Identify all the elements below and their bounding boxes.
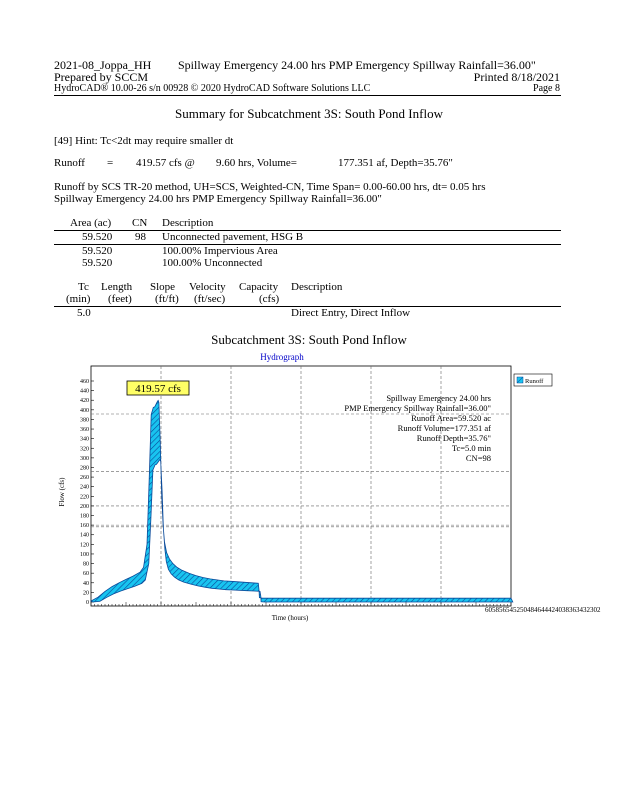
runoff-peak-value: 419.57 cfs @ [136, 157, 195, 169]
x-axis-label: Time (hours) [271, 614, 309, 622]
cn-header: CN [132, 217, 148, 229]
description-cell: 100.00% Unconnected [162, 257, 263, 269]
tc-unit: (min) [66, 293, 91, 305]
length-header: Length [101, 281, 133, 293]
annotation-area: Runoff Area=59.520 ac [411, 413, 491, 423]
velocity-unit: (ft/sec) [194, 293, 226, 305]
tc-cell: 5.0 [77, 307, 91, 319]
chart-annotations [344, 393, 491, 463]
y-tick-label: 160 [80, 523, 89, 530]
area-cell: 59.520 [82, 257, 113, 269]
runoff-equals: = [107, 157, 114, 169]
tc-description-header: Description [291, 281, 343, 293]
y-tick-label: 40 [83, 580, 89, 587]
y-tick-label: 260 [80, 475, 89, 482]
y-tick-label: 240 [80, 484, 89, 491]
software-line: HydroCAD® 10.00-26 s/n 00928 © 2020 HydroCAD Software Solutions LLC [54, 83, 371, 94]
y-tick-label: 0 [86, 600, 89, 606]
description-header: Description [162, 217, 214, 229]
annotation-storm: Spillway Emergency 24.00 hrs [386, 393, 491, 403]
legend-runoff: Runoff [525, 378, 544, 385]
area-cell: 59.520 [82, 245, 113, 257]
y-tick-label: 140 [80, 532, 89, 539]
chart-title: Subcatchment 3S: South Pond Inflow [211, 332, 407, 347]
y-axis [80, 379, 94, 606]
description-cell: 100.00% Impervious Area [162, 245, 278, 257]
y-tick-label: 100 [80, 551, 89, 558]
runoff-label: Runoff [54, 157, 85, 169]
annotation-rainfall: PMP Emergency Spillway Rainfall=36.00" [344, 403, 491, 413]
hydrograph-label: Hydrograph [260, 352, 304, 362]
length-unit: (feet) [108, 293, 132, 305]
x-axis-ticks [95, 602, 508, 606]
legend-swatch [517, 377, 523, 383]
y-tick-label: 320 [80, 446, 89, 453]
hint-line: [49] Hint: Tc<2dt may require smaller dt [54, 135, 234, 147]
area-cell: 59.520 [82, 231, 113, 243]
y-tick-label: 360 [80, 427, 89, 434]
x-tick-labels: 605856545250484644424038363432302 [485, 606, 601, 614]
page-number: Page 8 [533, 83, 560, 94]
capacity-unit: (cfs) [259, 293, 280, 305]
y-tick-label: 340 [80, 436, 89, 443]
annotation-tc: Tc=5.0 min [451, 443, 491, 453]
annotation-depth: Runoff Depth=35.76" [416, 433, 491, 443]
capacity-header: Capacity [239, 281, 279, 293]
y-tick-label: 180 [80, 513, 89, 520]
y-tick-label: 380 [80, 417, 89, 424]
cn-cell: 98 [135, 231, 146, 243]
y-tick-label: 440 [80, 388, 89, 395]
runoff-peak-time: 9.60 hrs, Volume= [216, 157, 297, 169]
y-tick-label: 420 [80, 398, 89, 405]
y-tick-label: 400 [80, 407, 89, 414]
prepared-by: Prepared by SCCM [54, 70, 148, 84]
tc-header: Tc [78, 281, 89, 293]
area-header: Area (ac) [70, 217, 112, 229]
summary-title: Summary for Subcatchment 3S: South Pond Inflow [175, 106, 443, 121]
method-line-1: Runoff by SCS TR-20 method, UH=SCS, Weighted-CN, Time Span= 0.00-60.00 hrs, dt= 0.05 hrs [54, 181, 486, 193]
description-cell: Unconnected pavement, HSG B [162, 231, 304, 243]
project-name: 2021-08_Joppa_HH [54, 58, 152, 72]
y-tick-label: 460 [80, 379, 89, 385]
y-tick-label: 60 [83, 571, 89, 578]
runoff-volume: 177.351 af, Depth=35.76" [338, 157, 453, 169]
y-tick-label: 20 [83, 590, 89, 597]
peak-label: 419.57 cfs [135, 383, 181, 395]
storm-title: Spillway Emergency 24.00 hrs PMP Emergency Spillway Rainfall=36.00" [178, 58, 536, 72]
annotation-volume: Runoff Volume=177.351 af [397, 423, 491, 433]
method-line-2: Spillway Emergency 24.00 hrs PMP Emergency Spillway Rainfall=36.00" [54, 193, 382, 205]
y-tick-label: 280 [80, 465, 89, 472]
y-tick-label: 80 [83, 561, 89, 568]
annotation-cn: CN=98 [465, 453, 491, 463]
y-tick-label: 300 [80, 455, 89, 462]
velocity-header: Velocity [189, 281, 226, 293]
y-tick-label: 200 [80, 503, 89, 510]
y-axis-label: Flow (cfs) [58, 477, 66, 507]
y-tick-label: 120 [80, 542, 89, 549]
y-tick-label: 220 [80, 494, 89, 501]
printed-date: Printed 8/18/2021 [473, 70, 560, 84]
tc-description-cell: Direct Entry, Direct Inflow [291, 307, 411, 319]
slope-header: Slope [150, 281, 176, 293]
slope-unit: (ft/ft) [155, 293, 179, 305]
